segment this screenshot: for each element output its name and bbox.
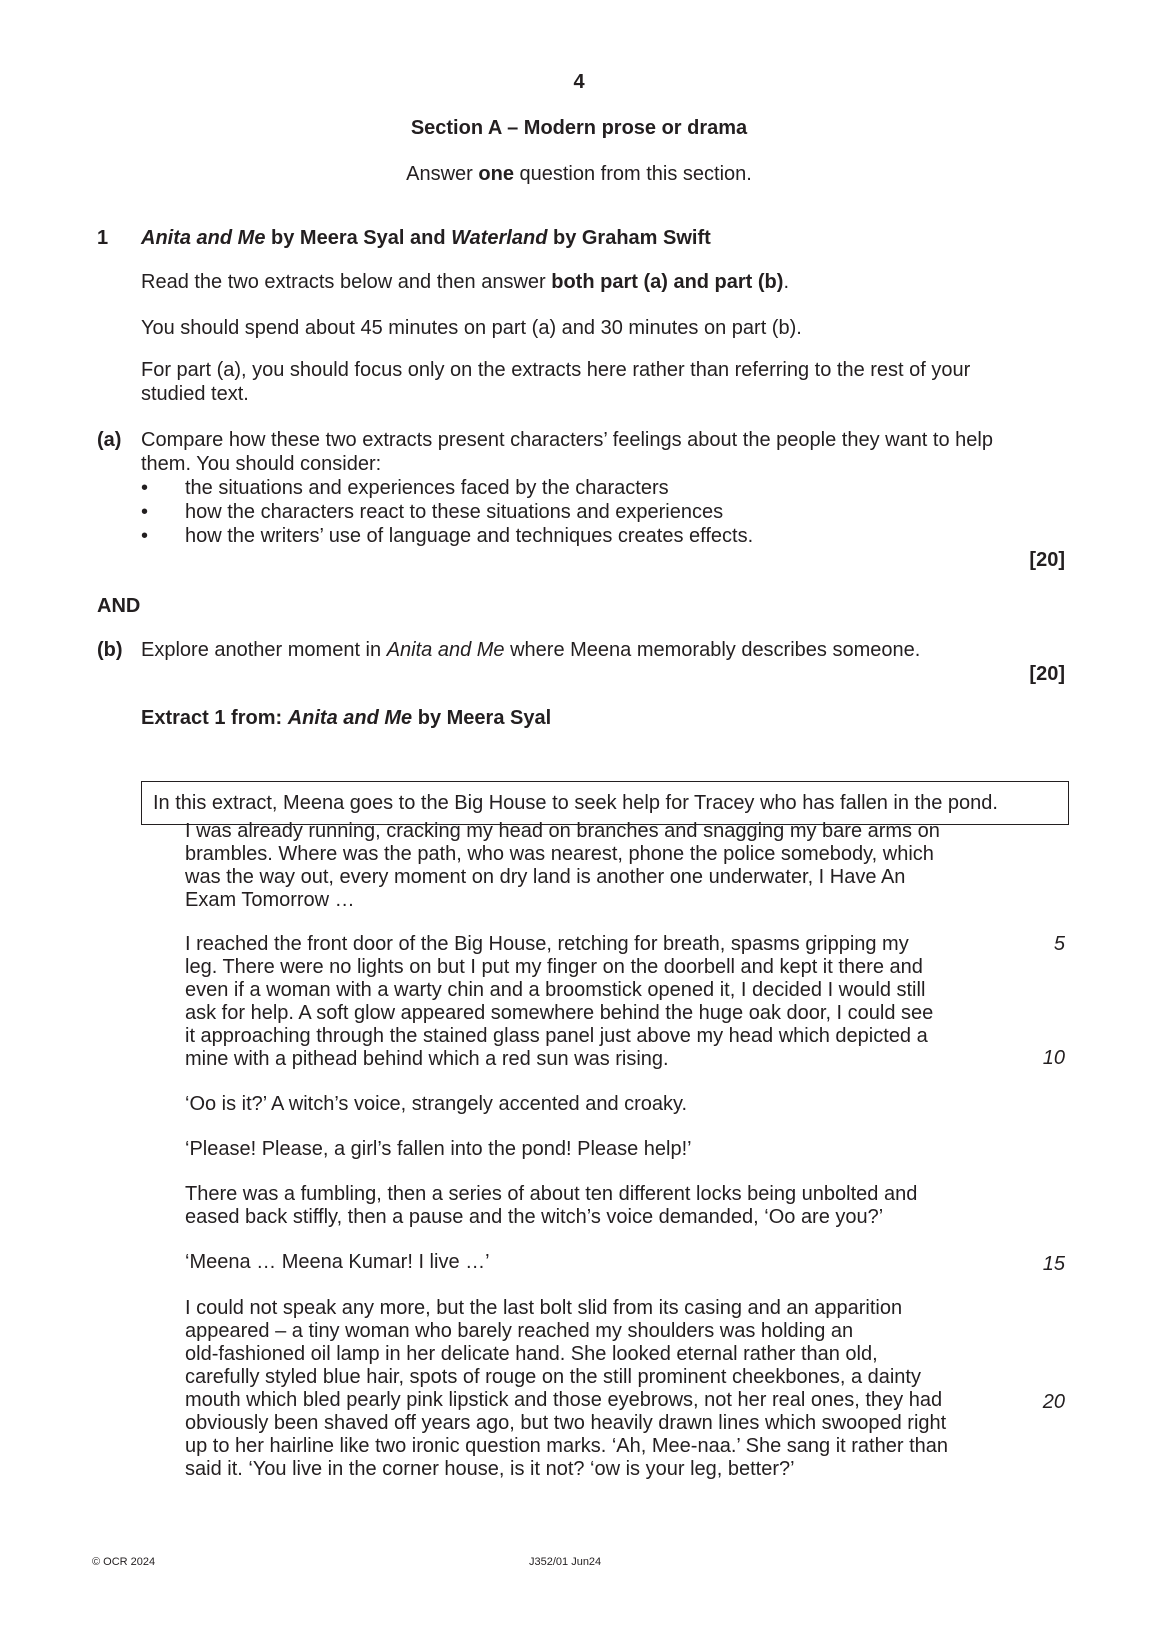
- footer-copyright: © OCR 2024: [92, 1556, 156, 1568]
- extract-line: was the way out, every moment on dry land is another one underwater, I Have An: [185, 866, 906, 888]
- section-instruction: [0, 162, 1158, 186]
- extract-line: I could not speak any more, but the last bolt slid from its casing and an apparition: [185, 1297, 903, 1319]
- extract-line: ask for help. A soft glow appeared somewhere behind the huge oak door, I could see: [185, 1002, 934, 1024]
- extract-line: leg. There were no lights on but I put my finger on the doorbell and kept it there and: [185, 956, 923, 978]
- instruction-text: Read the two extracts below and then answer: [141, 271, 552, 293]
- bullet-icon: •: [141, 525, 149, 547]
- title-text: by Meera Syal and: [265, 227, 452, 249]
- extract-line: ‘Meena … Meena Kumar! I live …’: [185, 1251, 490, 1273]
- part-b-marks: [20]: [1029, 663, 1065, 685]
- extract-line: brambles. Where was the path, who was nearest, phone the police somebody, which: [185, 843, 934, 865]
- extract-line: Exam Tomorrow …: [185, 889, 355, 911]
- time-instruction: You should spend about 45 minutes on part (a) and 30 minutes on part (b).: [141, 317, 802, 339]
- instruction-emphasis: one: [478, 163, 514, 185]
- line-number: 15: [1042, 1253, 1065, 1275]
- extract-line: old-fashioned oil lamp in her delicate hand. She looked eternal rather than old,: [185, 1343, 878, 1365]
- extract-line: even if a woman with a warty chin and a broomstick opened it, I decided I would still: [185, 979, 926, 1001]
- bullet-item: how the characters react to these situations and experiences: [185, 501, 724, 523]
- part-a-marks: [20]: [1029, 549, 1065, 571]
- line-number: 5: [1053, 933, 1065, 955]
- part-b-label: (b): [97, 639, 123, 661]
- part-b-text-segment: Explore another moment in: [141, 639, 387, 661]
- focus-instruction-line: For part (a), you should focus only on the extracts here rather than referring to the rest of your: [141, 359, 971, 381]
- extract-line: carefully styled blue hair, spots of rouge on the still prominent cheekbones, a dainty: [185, 1366, 921, 1388]
- text-title: Anita and Me: [141, 227, 266, 249]
- heading-text: Extract 1 from:: [141, 707, 288, 729]
- bullet-item: the situations and experiences faced by the characters: [185, 477, 669, 499]
- extract-line: eased back stiffly, then a pause and the witch’s voice demanded, ‘Oo are you?’: [185, 1206, 884, 1228]
- footer-paper-code: J352/01 Jun24: [529, 1556, 602, 1568]
- extract-line: I was already running, cracking my head on branches and snagging my bare arms on: [185, 820, 940, 842]
- part-b-text-segment: where Meena memorably describes someone.: [504, 639, 921, 661]
- heading-text: by Meera Syal: [412, 707, 552, 729]
- part-a-text: them. You should consider:: [141, 453, 382, 475]
- extract-line: it approaching through the stained glass panel just above my head which depicted a: [185, 1025, 928, 1047]
- question-title: [141, 226, 1061, 250]
- extract-line: ‘Please! Please, a girl’s fallen into the pond! Please help!’: [185, 1138, 692, 1160]
- part-b-text: [141, 638, 1061, 662]
- section-title: Section A – Modern prose or drama: [410, 117, 748, 139]
- instruction-text: question from this section.: [513, 163, 752, 185]
- extract-intro-box: In this extract, Meena goes to the Big House to seek help for Tracey who has fallen in the pond.: [141, 781, 1069, 825]
- part-a-label: (a): [97, 429, 122, 451]
- extract-line: I reached the front door of the Big House, retching for breath, spasms gripping my: [185, 933, 909, 955]
- bullet-item: how the writers’ use of language and techniques creates effects.: [185, 525, 754, 547]
- instruction-text: .: [783, 271, 789, 293]
- extract-line: appeared – a tiny woman who barely reached my shoulders was holding an: [185, 1320, 854, 1342]
- extract-line: up to her hairline like two ironic question marks. ‘Ah, Mee-naa.’ She sang it rather than: [185, 1435, 948, 1457]
- bullet-icon: •: [141, 501, 149, 523]
- extract-line: mouth which bled pearly pink lipstick and those eyebrows, not her real ones, they had: [185, 1389, 943, 1411]
- bullet-icon: •: [141, 477, 149, 499]
- and-label: AND: [97, 595, 141, 617]
- line-number: 20: [1042, 1391, 1065, 1413]
- text-title: Anita and Me: [287, 707, 413, 729]
- extract-line: mine with a pithead behind which a red sun was rising.: [185, 1048, 669, 1070]
- extract-line: obviously been shaved off years ago, but two heavily drawn lines which swooped right: [185, 1412, 947, 1434]
- text-title: Waterland: [451, 227, 548, 249]
- instruction-text: Answer: [406, 163, 479, 185]
- line-number: 10: [1042, 1047, 1065, 1069]
- read-instruction: [141, 270, 1061, 294]
- extract-line: ‘Oo is it?’ A witch’s voice, strangely accented and croaky.: [185, 1093, 688, 1115]
- extract-line: said it. ‘You live in the corner house, is it not? ‘ow is your leg, better?’: [185, 1458, 795, 1480]
- part-a-text: Compare how these two extracts present characters’ feelings about the people they want to help: [141, 429, 993, 451]
- instruction-emphasis: both part (a) and part (b): [551, 271, 784, 293]
- title-text: by Graham Swift: [547, 227, 711, 249]
- extract-heading: [141, 706, 1061, 730]
- focus-instruction-line: studied text.: [141, 383, 249, 405]
- extract-line: There was a fumbling, then a series of about ten different locks being unbolted and: [185, 1183, 918, 1205]
- page-number: 4: [573, 71, 585, 93]
- text-title: Anita and Me: [386, 639, 505, 661]
- question-number: 1: [97, 227, 109, 249]
